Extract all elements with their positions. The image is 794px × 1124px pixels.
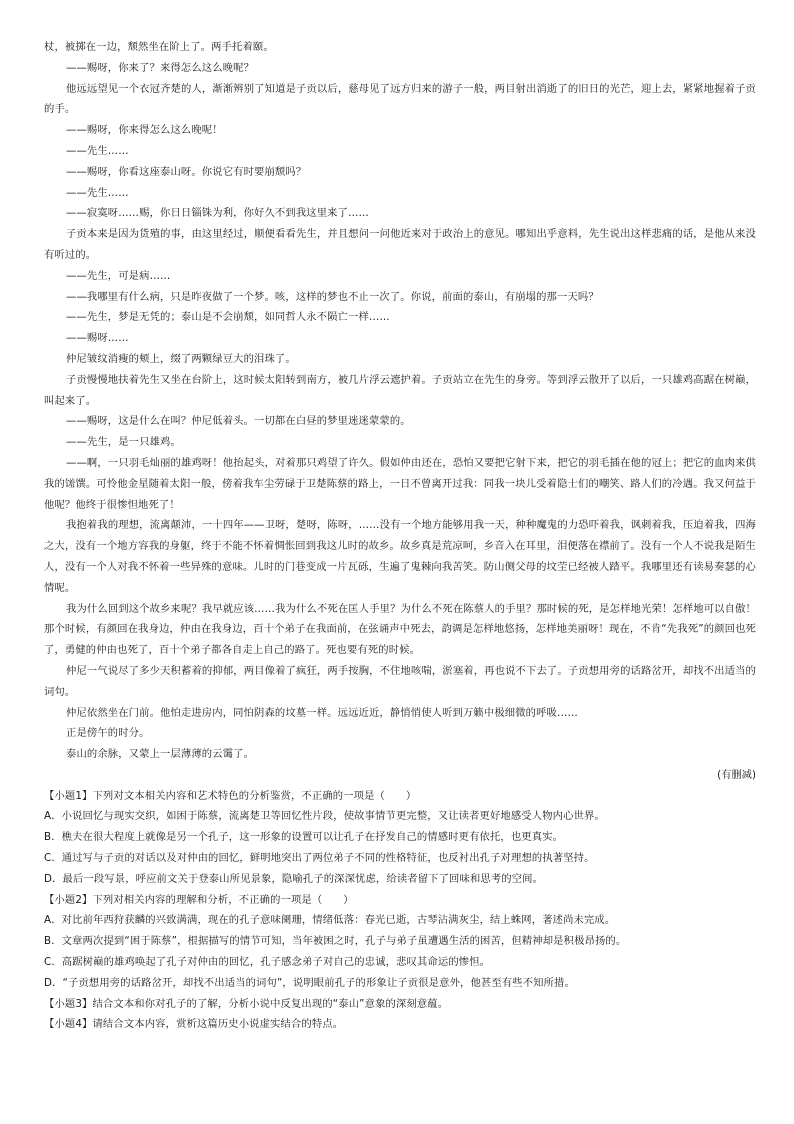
story-paragraph: ——赐呀，这是什么在叫？仲尼低着头。一切都在白昼的梦里迷迷蒙蒙的。 xyxy=(66,415,411,428)
question-block xyxy=(44,1014,756,1035)
question-stem: 【小题4】请结合文本内容，赏析这篇历史小说虚实结合的特点。 xyxy=(44,1018,344,1031)
story-paragraph: 仲尼依然坐在门前。他怕走进房内，同怕阴森的坟墓一样。远远近近，静悄悄使人听到万籁中极细微的呼吸…… xyxy=(66,706,578,719)
story-paragraph: 仲尼皱纹消瘦的颊上，缀了两颗绿豆大的泪珠了。 xyxy=(66,352,296,365)
story-paragraph: ——啊，一只羽毛灿丽的雄鸡呀！他抬起头，对着那只鸡望了许久。假如仲由还在，恐怕又要把它射下来，把它的羽毛插在他的冠上；把它的血肉来供我的馐馔。可怜他金星随着太阳一般，傍着我车尘劳碌于卫楚陈蔡的路上，一日不曾离开过我：同我一块儿受着隐士们的嘲笑、路人们的冷遇。我又何益于他呢？他终于很惨怛地死了！ xyxy=(44,456,756,511)
question-block xyxy=(44,786,756,890)
answer-option: C．通过写与子贡的对话以及对仲由的回忆，鲜明地突出了两位弟子不同的性格特征，也反衬出孔子对理想的执著坚持。 xyxy=(44,852,595,865)
story-paragraph: 子贡慢慢地扶着先生又坐在台阶上，这时候太阳转到南方，被几片浮云遮护着。子贡站立在先生的身旁。等到浮云散开了以后，一只雄鸡高踞在树巅，叫起来了。 xyxy=(44,373,756,407)
story-paragraph: ——先生，梦是无凭的；泰山是不会崩颓，如同哲人永不陨亡一样…… xyxy=(66,311,390,324)
story-paragraph: ——我哪里有什么病，只是昨夜做了一个梦。咳，这样的梦也不止一次了。你说，前面的泰山，有崩塌的那一天吗？ xyxy=(66,290,599,303)
story-paragraph: 我为什么回到这个故乡来呢？我早就应该……我为什么不死在匡人手里？为什么不死在陈蔡人的手里？那时候的死，是怎样地光荣！怎样地可以自傲！那个时候，有颜回在我身边，仲由在我身边，百十个弟子在我面前，在弦诵声中死去，韵调是怎样地悠扬，怎样地美丽呀！现在，不肯“先我死”的颜回也死了，勇健的仲由也死了，百十个弟子都各自走上自己的路了。死也要有死的时候。 xyxy=(44,602,756,657)
story-paragraph: ——先生，可是病…… xyxy=(66,269,171,282)
story-paragraph: ——先生，是一只雄鸡。 xyxy=(66,436,181,449)
answer-option: D．“子贡想用旁的话路岔开，却找不出适当的词句”，说明眼前孔子的形象让子贡很是意外，他甚至有些不知所措。 xyxy=(44,976,575,989)
question-stem: 【小题2】下列对相关内容的理解和分析，不正确的一项是（ ） xyxy=(44,893,354,906)
source-note: (有删减) xyxy=(717,768,756,781)
answer-option: D．最后一段写景，呼应前文关于登泰山所见景象，隐喻孔子的深深忧虑，给读者留下了回味和思考的空间。 xyxy=(44,872,544,885)
story-paragraph: ——赐呀，你来得怎么这么晚呢！ xyxy=(66,124,223,137)
story-paragraph: 仲尼一气说尽了多少天积蓄着的抑郁，两目像着了疯狂，两手按胸，不住地咳喘，淤塞着，再也说不下去了。子贡想用旁的话路岔开，却找不出适当的词句。 xyxy=(44,664,756,698)
story-paragraph: ——赐呀…… xyxy=(66,332,129,345)
story-paragraph: 正是傍午的时分。 xyxy=(66,727,150,740)
answer-option: C．高踞树巅的雄鸡唤起了孔子对仲由的回忆，孔子感念弟子对自己的忠诚，悲叹其命运的惨怛。 xyxy=(44,956,491,969)
question-block xyxy=(44,994,756,1015)
story-paragraph: ——寂寞呀……赐，你日日锱铢为利，你好久不到我这里来了…… xyxy=(66,207,369,220)
story-paragraph: ——先生…… xyxy=(66,186,129,199)
story-paragraph: ——赐呀，你来了？来得怎么这么晚呢？ xyxy=(66,61,255,74)
story-paragraph: 我抱着我的理想，流离颠沛，一十四年——卫呀，楚呀，陈呀，……没有一个地方能够用我一天，种种魔鬼的力恐吓着我，讽刺着我，压迫着我，四海之大，没有一个地方容我的身躯，终于不能不怀着惆怅回到我这儿时的故乡。故乡真是荒凉呵，乡音入在耳里，泪便落在襟前了。没有一个人不说我是陌生人，没有一个人对我不怀着一些异殊的意味。儿时的门巷变成一片瓦砾，生遍了鬼棘向我苦笑。防山侧父母的坟茔已经被人踏平。我哪里还有读易奏瑟的心情呢。 xyxy=(44,519,756,594)
question-stem: 【小题3】结合文本和你对孔子的了解，分析小说中反复出现的“泰山”意象的深刻意蕴。 xyxy=(44,997,449,1010)
answer-option: A．小说回忆与现实交织，如困于陈蔡，流离楚卫等回忆性片段，使故事情节更完整，又让读者更好地感受人物内心世界。 xyxy=(44,810,605,823)
story-paragraph: 泰山的余脉，又蒙上一层薄薄的云霭了。 xyxy=(66,748,255,761)
story-paragraph: ——先生…… xyxy=(66,144,129,157)
answer-option: B．文章两次提到“困于陈蔡”，根据描写的情节可知，当年被困之时，孔子与弟子虽遭遇生活的困苦，但精神却是积极昂扬的。 xyxy=(44,935,627,948)
story-paragraph: 他远远望见一个衣冠齐楚的人，渐渐辨别了知道是子贡以后，慈母见了远方归来的游子一般，两目射出消逝了的旧日的光芒，迎上去，紧紧地握着子贡的手。 xyxy=(44,82,756,116)
story-paragraph: ——赐呀，你看这座泰山呀。你说它有时要崩颓吗？ xyxy=(66,165,307,178)
answer-option: B．樵夫在很大程度上就像是另一个孔子，这一形象的设置可以让孔子在抒发自己的情感时更有依托，也更真实。 xyxy=(44,831,564,844)
document-body xyxy=(44,37,756,1035)
story-paragraph: 杖，被掷在一边，颓然坐在阶上了。两手托着颐。 xyxy=(44,41,274,53)
question-stem: 【小题1】下列对文本相关内容和艺术特色的分析鉴赏，不正确的一项是（ ） xyxy=(44,789,417,802)
answer-option: A．对比前年西狩获麟的兴致满满，现在的孔子意味阑珊，情绪低落：春光已逝，古琴沾满灰尘，结上蛛网，著述尚未完成。 xyxy=(44,914,616,927)
question-block xyxy=(44,890,756,994)
story-paragraph: 子贡本来是因为货殖的事，由这里经过，顺便看看先生，并且想问一问他近来对于政治上的意见。哪知出乎意料，先生说出这样悲痛的话，是他从来没有听过的。 xyxy=(44,228,756,261)
